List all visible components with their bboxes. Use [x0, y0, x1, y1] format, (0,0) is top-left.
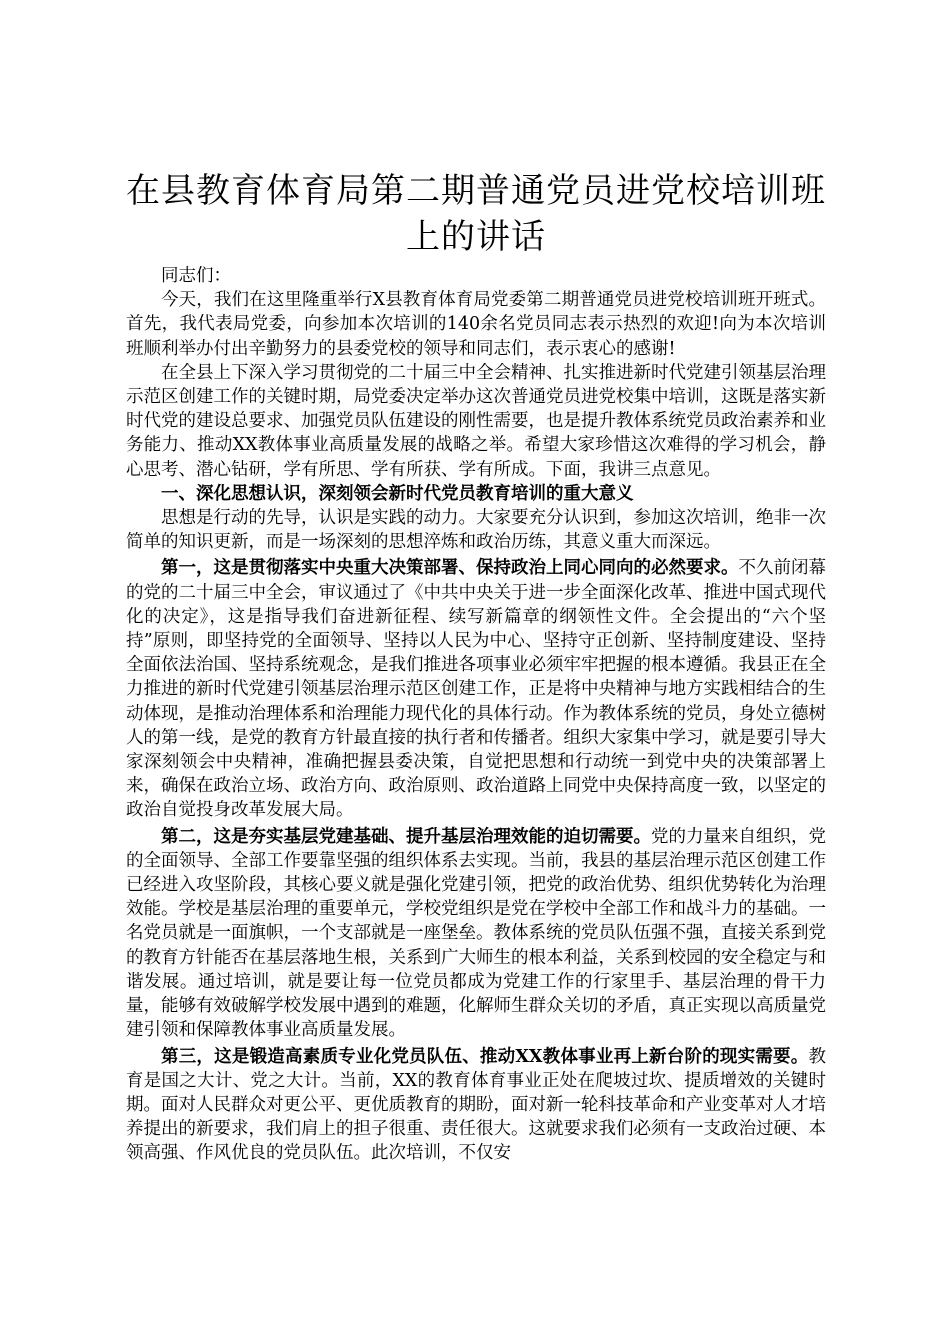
point-2-lead: 第二，这是夯实基层党建基础、提升基层治理效能的迫切需要。 — [161, 826, 651, 847]
paragraph-section-1-intro: 思想是行动的先导，认识是实践的动力。大家要充分认识到，参加这次培训，绝非一次简单的知识更新，而是一场深刻的思想淬炼和政治历练，其意义重大而深远。 — [126, 508, 826, 553]
paragraph-context: 在全县上下深入学习贯彻党的二十届三中全会精神、扎实推进新时代党建引领基层治理示范区创建工作的关键时期，局党委决定举办这次普通党员进党校集中培训，这既是落实新时代党的建设总要求、加强党员队伍建设的刚性需要，也是提升教体系统党员政治素养和业务能力、推动XX教体事业高质量发展的战略之举。希望大家珍惜这次难得的学习机会，静心思考、潜心钻研，学有所思、学有所获、学有所成。下面，我讲三点意见。 — [126, 362, 826, 480]
paragraph-opening: 今天，我们在这里隆重举行X县教育体育局党委第二期普通党员进党校培训班开班式。首先，我代表局党委，向参加本次培训的140余名党员同志表示热烈的欢迎!向为本次培训班顺利举办付出辛勤努力的县委党校的领导和同志们，表示衷心的感谢! — [126, 290, 826, 359]
paragraph-point-3 — [126, 1045, 826, 1166]
point-2-body: 党的力量来自组织，党的全面领导、全部工作要靠坚强的组织体系去实现。当前，我县的基层治理示范区创建工作已经进入攻坚阶段，其核心要义就是强化党建引领，把党的政治优势、组织优势转化为治理效能。学校是基层治理的重要单元，学校党组织是党在学校中全部工作和战斗力的基础。一名党员就是一面旗帜，一个支部就是一座堡垒。教体系统的党员队伍强不强，直接关系到党的教育方针能否在基层落地生根，关系到广大师生的根本利益，关系到校园的安全稳定与和谐发展。通过培训，就是要让每一位党员都成为党建工作的行家里手、基层治理的骨干力量，能够有效破解学校发展中遇到的难题，化解师生群众关切的矛盾，真正实现以高质量党建引领和保障教体事业高质量发展。 — [126, 826, 826, 1041]
point-1-lead: 第一，这是贯彻落实中央重大决策部署、保持政治上同心同向的必然要求。 — [161, 558, 739, 579]
salutation: 同志们： — [161, 266, 231, 286]
document-page — [126, 168, 826, 1166]
point-1-body: 不久前闭幕的党的二十届三中全会，审议通过了《中共中央关于进一步全面深化改革、推进中国式现代化的决定》，这是指导我们奋进新征程、续写新篇章的纲领性文件。全会提出的“六个坚持”原则，即坚持党的全面领导、坚持以人民为中心、坚持守正创新、坚持制度建设、坚持全面依法治国、坚持系统观念，是我们推进各项事业必须牢牢把握的根本遵循。我县正在全力推进的新时代党建引领基层治理示范区创建工作，正是将中央精神与地方实践相结合的生动体现，是推动治理体系和治理能力现代化的具体行动。作为教体系统的党员，身处立德树人的第一线，是党的教育方针最直接的执行者和传播者。组织大家集中学习，就是要引导大家深刻领会中央精神，准确把握县委决策，自觉把思想和行动统一到党中央的决策部署上来，确保在政治立场、政治方向、政治原则、政治道路上同党中央保持高度一致，以坚定的政治自觉投身改革发展大局。 — [126, 558, 826, 821]
section-heading-1: 一、深化思想认识，深刻领会新时代党员教育培训的重大意义 — [161, 483, 634, 504]
point-3-body: 教育是国之大计、党之大计。当前，XX的教育体育事业正处在爬坡过坎、提质增效的关键时期。面对人民群众对更公平、更优质教育的期盼，面对新一轮科技革命和产业变革对人才培养提出的新要求，我们肩上的担子很重、责任很大。这就要求我们必须有一支政治过硬、本领高强、作风优良的党员队伍。此次培训，不仅安 — [126, 1046, 826, 1164]
point-3-lead: 第三，这是锻造高素质专业化党员队伍、推动XX教体事业再上新台阶的现实需要。 — [161, 1046, 809, 1067]
paragraph-point-2 — [126, 825, 826, 1043]
paragraph-point-1 — [126, 556, 826, 822]
document-title: 在县教育体育局第二期普通党员进党校培训班上的讲话 — [126, 171, 826, 257]
